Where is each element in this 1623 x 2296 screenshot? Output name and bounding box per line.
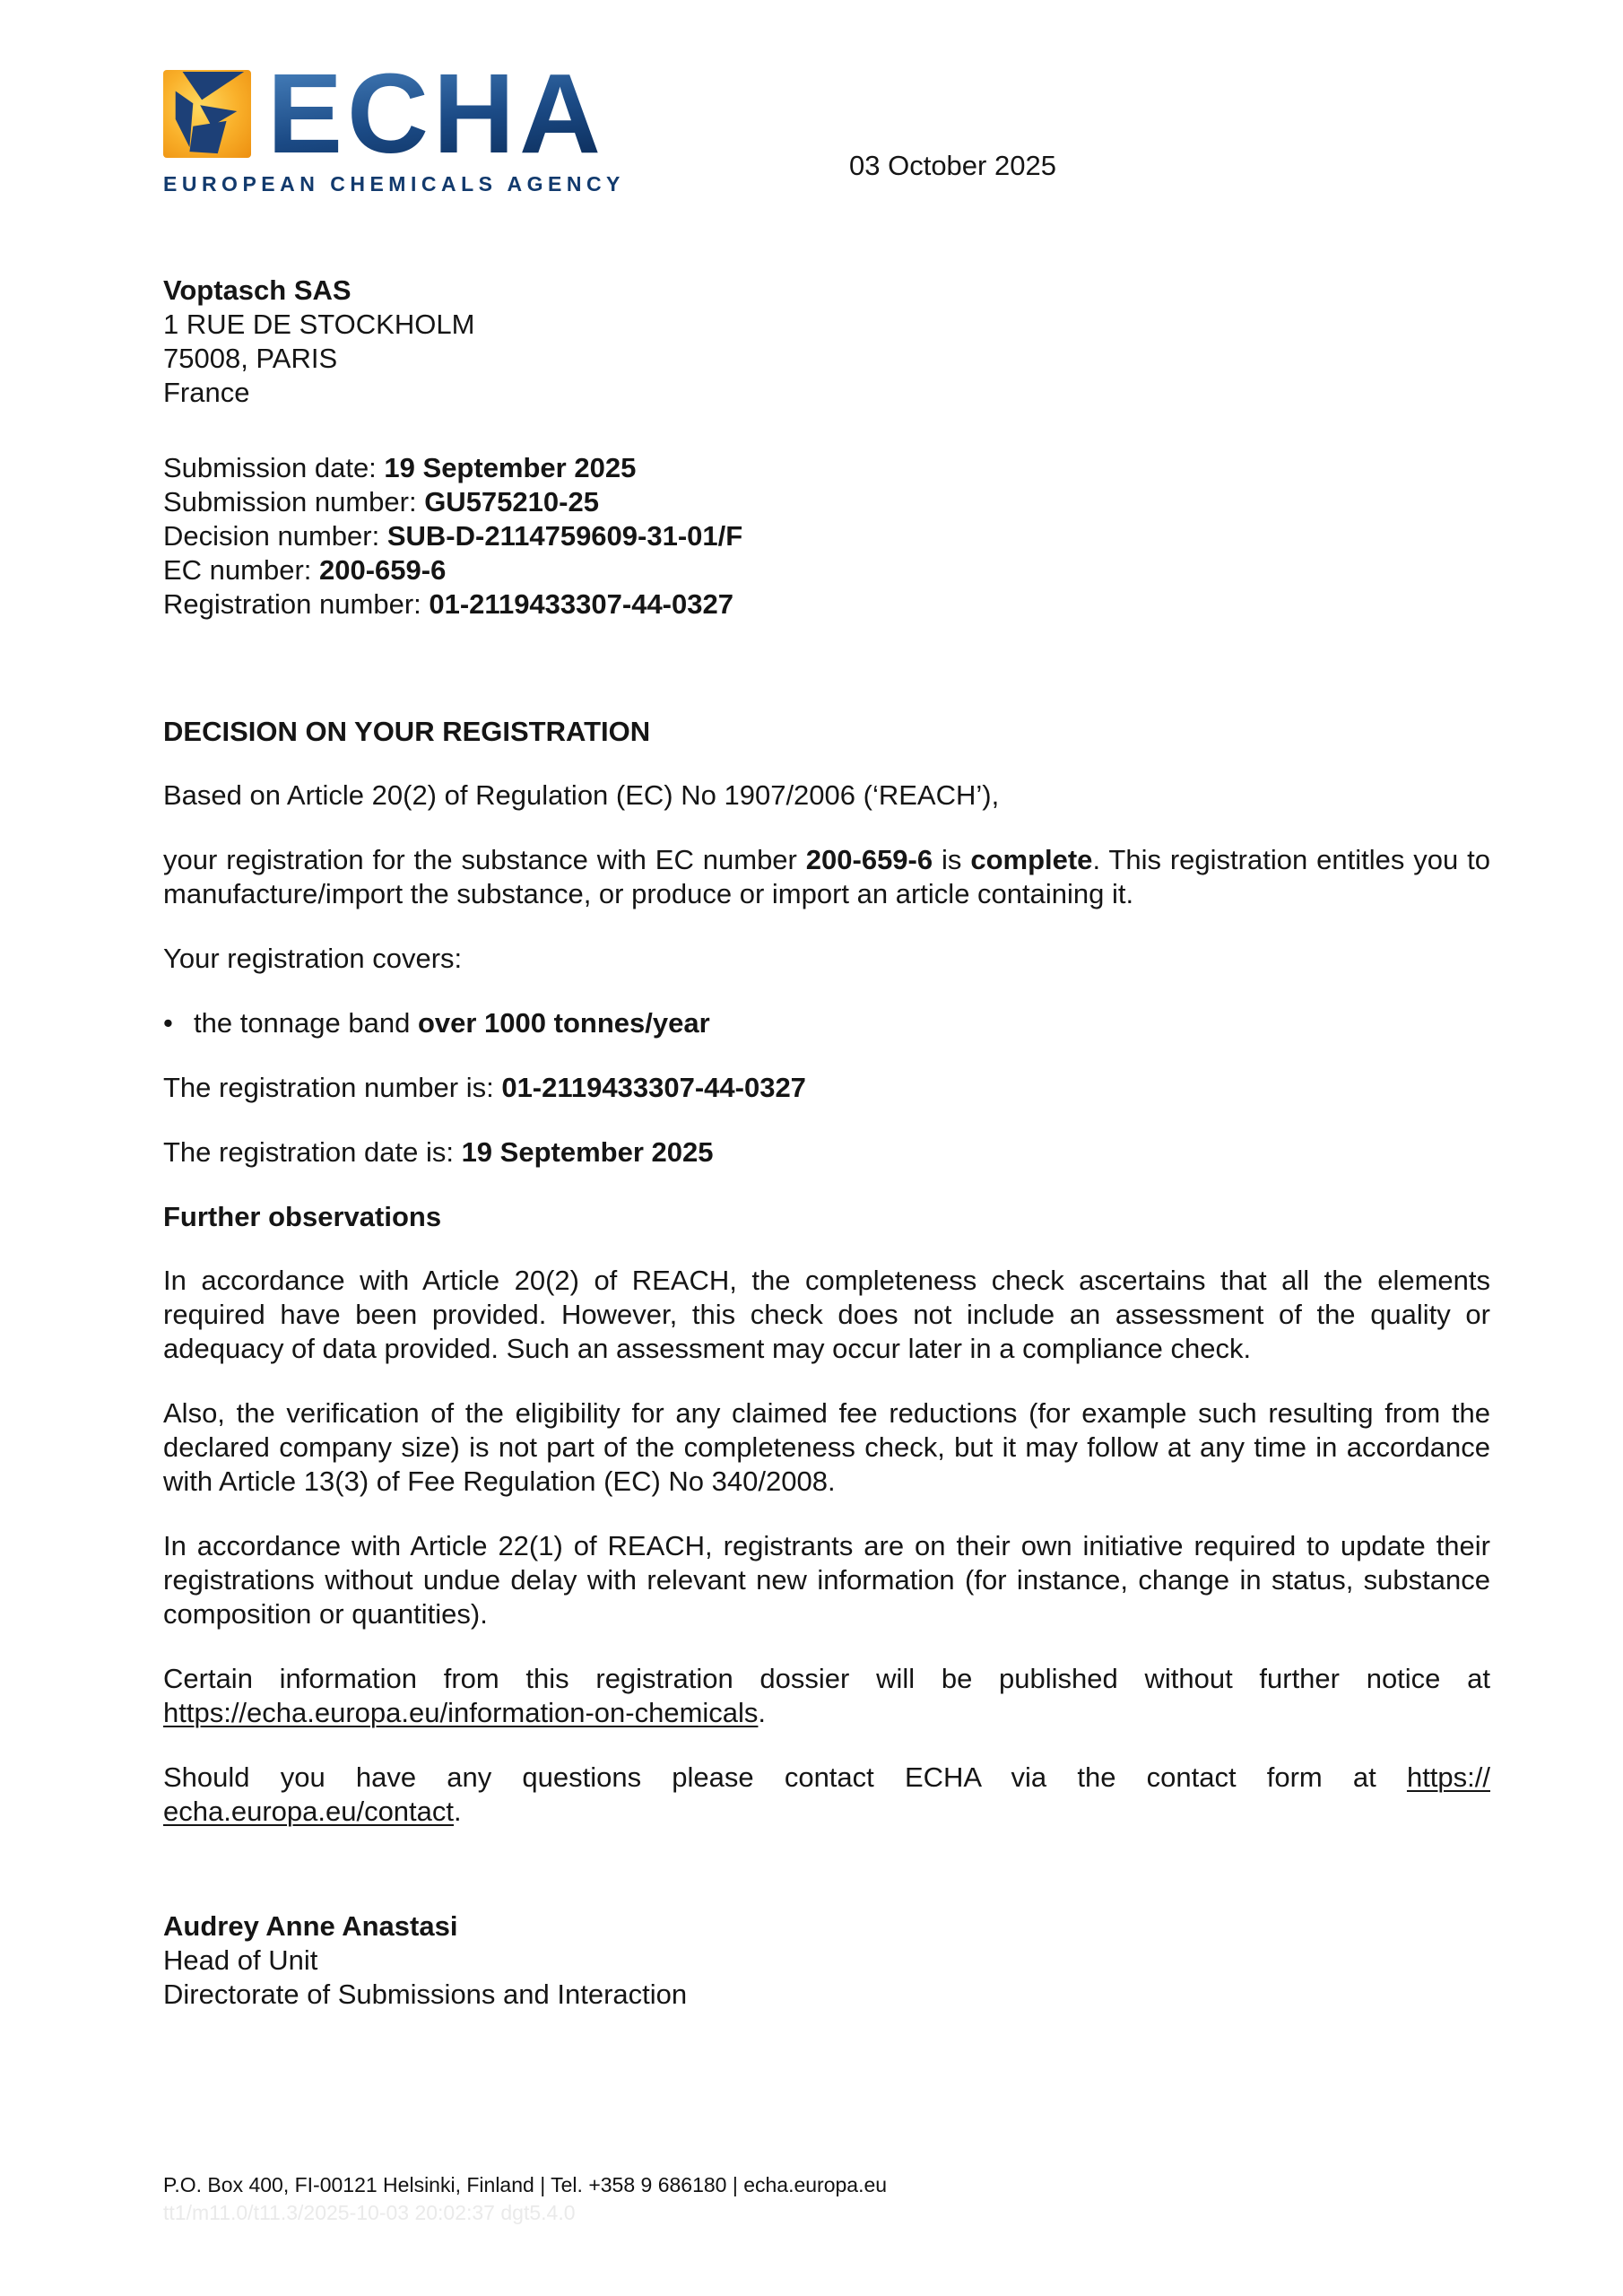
complete-text-1: your registration for the substance with EC number: [163, 844, 806, 875]
letter-date: 03 October 2025: [849, 150, 1056, 181]
registration-complete-paragraph: [163, 843, 1490, 911]
signature-block: [163, 1909, 1490, 2012]
further-observations-heading: Further observations: [163, 1201, 442, 1232]
recipient-address-line-3: France: [163, 377, 250, 408]
contact-paragraph: [163, 1761, 1490, 1829]
submission-date-label: Submission date:: [163, 452, 385, 483]
recipient-name: Voptasch SAS: [163, 274, 352, 306]
submission-meta-block: [163, 451, 1490, 622]
complete-keyword: complete: [970, 844, 1093, 875]
letter-footer: [163, 2170, 1490, 2226]
complete-ec-number: 200-659-6: [805, 844, 933, 875]
recipient-address-line-1: 1 RUE DE STOCKHOLM: [163, 309, 475, 340]
footer-meta-line: tt1/m11.0/t11.3/2025-10-03 20:02:37 dgt5.4.0: [163, 2201, 576, 2224]
submission-date-value: 19 September 2025: [384, 452, 637, 483]
registration-number-value: 01-2119433307-44-0327: [429, 588, 733, 620]
recipient-address-line-2: 75008, PARIS: [163, 343, 338, 374]
decision-number-label: Decision number:: [163, 520, 387, 552]
registration-date-statement: [163, 1135, 1490, 1170]
bullet-icon: •: [163, 1007, 173, 1039]
echa-logo-mark-icon: [163, 70, 251, 158]
registration-date-statement-label: The registration date is:: [163, 1136, 462, 1168]
contact-link-scheme: https://: [1406, 1761, 1490, 1793]
ec-number-value: 200-659-6: [319, 554, 447, 586]
tonnage-band-bullet: [163, 1006, 1490, 1040]
signatory-name: Audrey Anne Anastasi: [163, 1910, 458, 1942]
ec-number-label: EC number:: [163, 554, 320, 586]
decision-number-line: [163, 519, 1490, 553]
tonnage-band-text: the tonnage band: [194, 1007, 418, 1039]
complete-text-3: . This registration entitles you to manufacture/import the substance, or produce or import an article containing it.: [163, 844, 1490, 909]
submission-number-label: Submission number:: [163, 486, 425, 517]
publication-period: .: [758, 1697, 767, 1728]
registration-number-label: Registration number:: [163, 588, 430, 620]
fee-reductions-paragraph: Also, the verification of the eligibility for any claimed fee reductions (for example such resulting from the declared company size) is not part of the completeness check, but it may follow at any time in accordance with Article 13(3) of Fee Regulation (EC) No 340/2008.: [163, 1397, 1490, 1497]
tonnage-band-value: over 1000 tonnes/year: [417, 1007, 710, 1039]
update-registrations-paragraph: In accordance with Article 22(1) of REACH, registrants are on their own initiative required to update their registrations without undue delay with relevant new information (for instance, change in status, substance composition or quantities).: [163, 1530, 1490, 1630]
submission-number-line: [163, 485, 1490, 519]
registration-number-statement: [163, 1071, 1490, 1105]
submission-number-value: GU575210-25: [424, 486, 599, 517]
decision-number-value: SUB-D-2114759609-31-01/F: [386, 520, 743, 552]
echa-logo-tagline: EUROPEAN CHEMICALS AGENCY: [163, 172, 625, 196]
complete-text-2: is: [933, 844, 971, 875]
submission-date-line: [163, 451, 1490, 485]
registration-number-statement-label: The registration number is:: [163, 1072, 502, 1103]
completeness-check-paragraph: In accordance with Article 20(2) of REACH, the completeness check ascertains that all the elements required have been provided. However, this check does not include an assessment of the quality or adequacy of data provided. Such an assessment may occur later in a compliance check.: [163, 1265, 1490, 1364]
recipient-block: [163, 274, 1490, 410]
information-on-chemicals-link[interactable]: https://echa.europa.eu/information-on-chemicals: [163, 1697, 759, 1728]
registration-covers-label: Your registration covers:: [163, 943, 463, 974]
registration-date-statement-value: 19 September 2025: [461, 1136, 714, 1168]
contact-text: Should you have any questions please contact ECHA via the contact form at: [163, 1761, 1407, 1793]
based-on-paragraph: Based on Article 20(2) of Regulation (EC) No 1907/2006 (‘REACH’),: [163, 779, 1000, 811]
footer-contact-line: P.O. Box 400, FI-00121 Helsinki, Finland | Tel. +358 9 686180 | echa.europa.eu: [163, 2173, 888, 2196]
letter-header: [163, 50, 1490, 196]
contact-period: .: [454, 1796, 462, 1827]
signatory-title: Head of Unit: [163, 1944, 318, 1976]
echa-logo-acronym: ECHA: [267, 50, 606, 177]
publication-paragraph: [163, 1662, 1490, 1730]
decision-heading: DECISION ON YOUR REGISTRATION: [163, 716, 651, 747]
contact-link-host: echa.europa.eu/contact: [163, 1796, 455, 1827]
ec-number-line: [163, 553, 1490, 587]
registration-number-line: [163, 587, 1490, 622]
registration-number-statement-value: 01-2119433307-44-0327: [501, 1072, 806, 1103]
signatory-department: Directorate of Submissions and Interaction: [163, 1979, 688, 2010]
publication-text: Certain information from this registration dossier will be published without further notice at: [163, 1663, 1490, 1694]
